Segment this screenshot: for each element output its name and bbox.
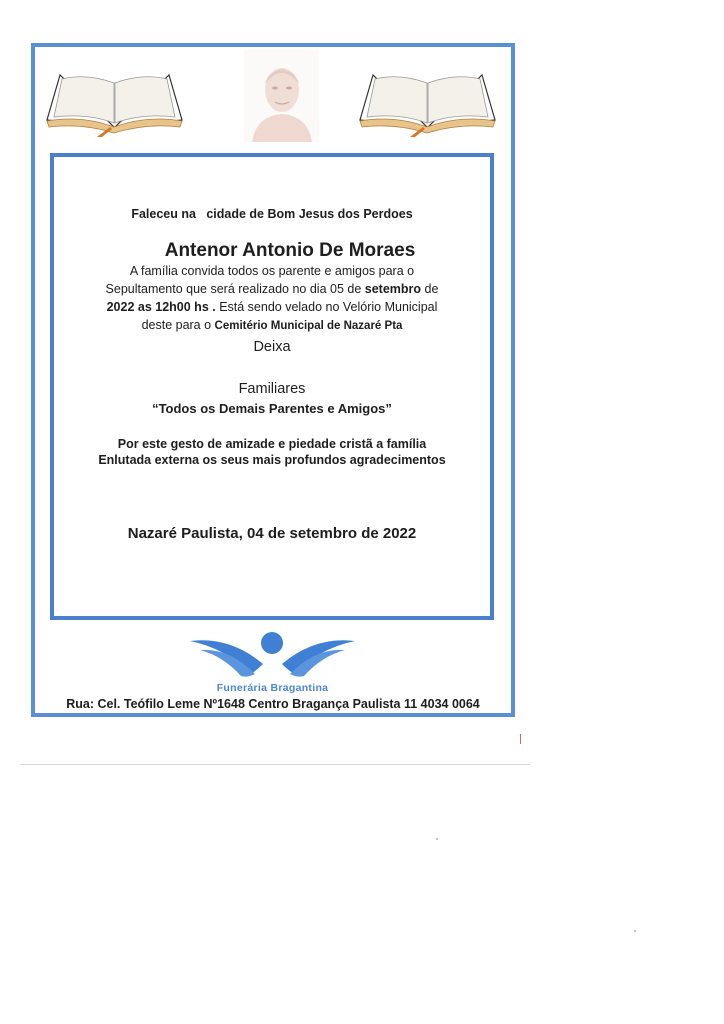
family-label: Familiares: [238, 381, 306, 397]
wings-logo-icon: [185, 626, 360, 684]
scan-speck: [634, 930, 636, 932]
place-date: Nazaré Paulista, 04 de setembro de 2022: [127, 525, 417, 542]
portrait-photo: [244, 50, 319, 142]
scan-mark: [520, 734, 521, 744]
invitation-text: [54, 262, 490, 335]
thanks-line: Por este gesto de amizade e piedade cristã a família: [117, 437, 427, 451]
invitation-line: Sepultamento que será realizado no dia 05 de setembro de: [105, 282, 439, 296]
scan-speck: [436, 838, 438, 840]
invitation-line: 2022 as 12h00 hs . Está sendo velado no Velório Municipal: [106, 300, 438, 314]
scan-line: [20, 764, 530, 765]
death-line: Faleceu na cidade de Bom Jesus dos Perdoes: [131, 207, 413, 221]
open-bible-icon: [42, 65, 187, 140]
invitation-line: A família convida todos os parente e amigos para o: [129, 264, 415, 278]
thanks-text: [54, 436, 490, 468]
others-quote: “Todos os Demais Parentes e Amigos”: [152, 401, 392, 416]
brand-name: Funerária Bragantina: [216, 682, 329, 694]
leaves-label: Deixa: [253, 339, 291, 355]
invitation-line: deste para o Cemitério Municipal de Nazaré Pta: [141, 318, 403, 332]
open-bible-icon: [355, 65, 500, 140]
thanks-line: Enlutada externa os seus mais profundos agradecimentos: [98, 453, 446, 467]
address-line: Rua: Cel. Teófilo Leme Nº1648 Centro Bragança Paulista 11 4034 0064: [66, 697, 480, 711]
deceased-name: Antenor Antonio De Moraes: [164, 240, 416, 261]
